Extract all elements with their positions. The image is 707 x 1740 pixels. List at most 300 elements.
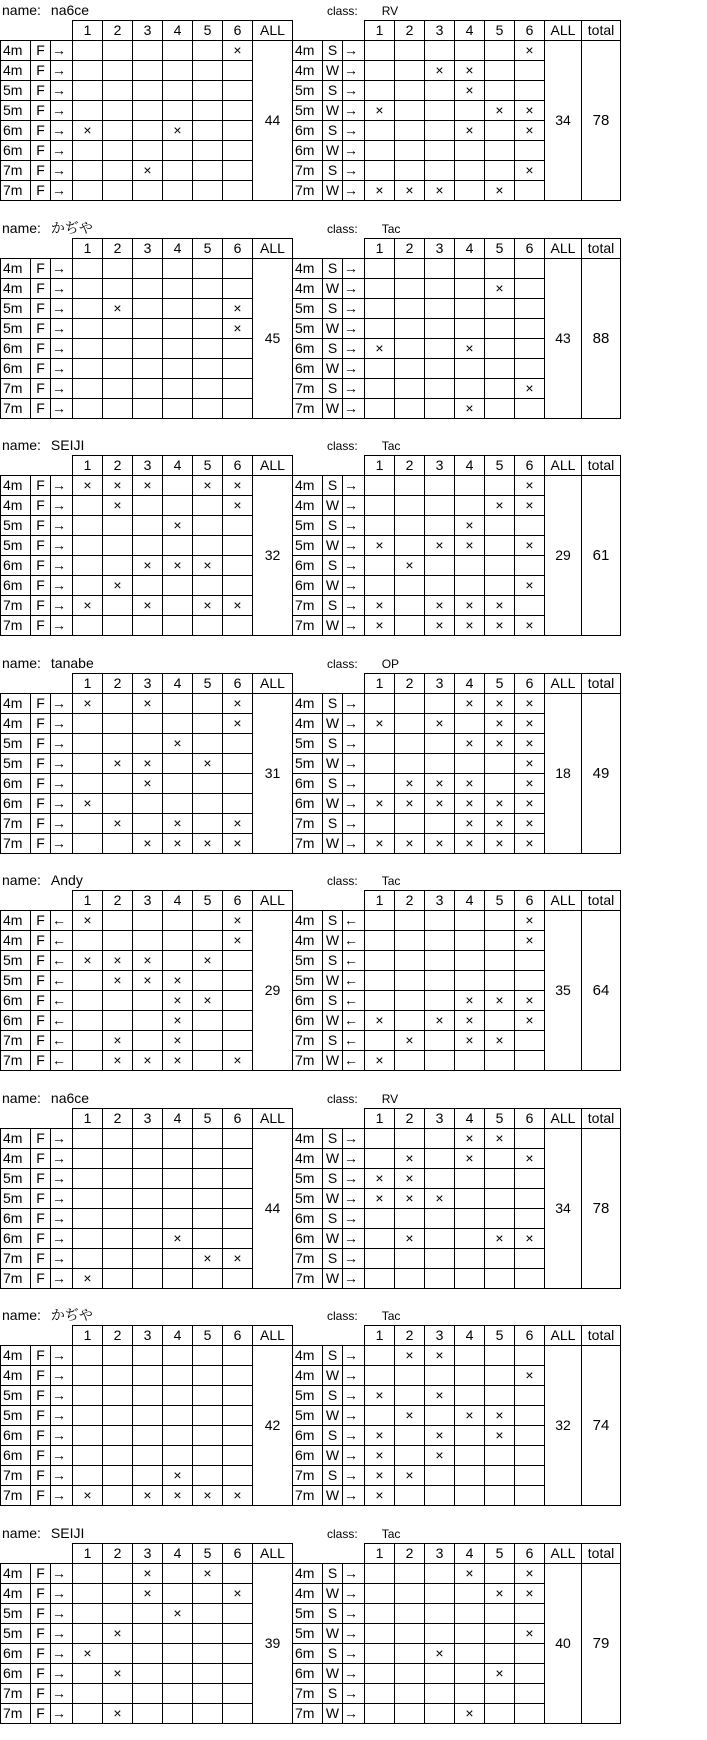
- left-arrow-cell: ←: [51, 971, 73, 991]
- left-distance-cell: 7m: [1, 1268, 31, 1288]
- left-miss-mark: ×: [143, 557, 152, 573]
- right-type-cell: W: [323, 1188, 343, 1208]
- player-name: かぢや: [50, 219, 93, 236]
- right-miss-mark: ×: [435, 1427, 444, 1443]
- right-miss-mark: ×: [465, 834, 474, 851]
- right-miss-mark: ×: [375, 834, 384, 851]
- left-miss-mark: ×: [233, 814, 242, 831]
- table-row: [1, 971, 621, 991]
- right-all-header: ALL: [545, 238, 582, 258]
- right-miss-mark: ×: [465, 339, 474, 356]
- right-score-cell: [485, 1583, 515, 1603]
- left-all-header: ALL: [253, 1543, 293, 1563]
- right-score-cell: [515, 298, 545, 318]
- right-all-header: ALL: [545, 891, 582, 911]
- right-score-cell: [515, 41, 545, 61]
- left-score-cell: [103, 476, 133, 496]
- left-score-cell: [103, 378, 133, 398]
- left-score-cell: [223, 258, 253, 278]
- table-row: [1, 318, 621, 338]
- left-score-cell: [163, 1228, 193, 1248]
- right-type-cell: W: [323, 318, 343, 338]
- left-miss-mark: ×: [173, 734, 182, 751]
- left-score-cell: [133, 971, 163, 991]
- right-score-cell: [365, 951, 395, 971]
- table-row: [1, 41, 621, 61]
- right-score-cell: [485, 1683, 515, 1703]
- left-score-cell: [73, 398, 103, 418]
- left-miss-mark: ×: [173, 834, 182, 851]
- left-score-cell: [103, 911, 133, 931]
- left-type-cell: F: [31, 278, 51, 298]
- left-miss-mark: ×: [113, 1624, 122, 1641]
- right-score-cell: [515, 496, 545, 516]
- left-miss-mark: ×: [83, 952, 92, 968]
- right-arrow-cell: →: [343, 793, 365, 813]
- right-score-cell: [455, 1486, 485, 1506]
- left-distance-cell: 5m: [1, 951, 31, 971]
- left-miss-mark: ×: [203, 834, 212, 851]
- left-score-cell: [73, 278, 103, 298]
- left-score-cell: [163, 1406, 193, 1426]
- right-all-score: 34: [545, 41, 582, 201]
- right-arrow-cell: →: [343, 1386, 365, 1406]
- right-score-cell: [425, 1148, 455, 1168]
- right-column-header: 5: [485, 1326, 515, 1346]
- right-score-cell: [485, 1406, 515, 1426]
- right-score-cell: [515, 1268, 545, 1288]
- left-miss-mark: ×: [233, 497, 242, 513]
- left-arrow-cell: →: [51, 536, 73, 556]
- right-score-cell: [395, 951, 425, 971]
- left-arrow-cell: →: [51, 1128, 73, 1148]
- table-row: [1, 378, 621, 398]
- left-score-cell: [223, 161, 253, 181]
- right-score-cell: [425, 1603, 455, 1623]
- right-miss-mark: ×: [525, 834, 534, 851]
- left-score-cell: [223, 693, 253, 713]
- right-score-cell: [485, 1623, 515, 1643]
- right-score-cell: [395, 991, 425, 1011]
- left-score-cell: [133, 1643, 163, 1663]
- left-miss-mark: ×: [203, 557, 212, 573]
- table-row: [1, 1683, 621, 1703]
- left-score-cell: [73, 1563, 103, 1583]
- left-score-cell: [133, 1011, 163, 1031]
- left-arrow-cell: →: [51, 1248, 73, 1268]
- right-arrow-cell: →: [343, 101, 365, 121]
- right-score-cell: [395, 121, 425, 141]
- left-arrow-cell: →: [51, 61, 73, 81]
- right-score-cell: [485, 596, 515, 616]
- left-all-header: ALL: [253, 1108, 293, 1128]
- right-miss-mark: ×: [465, 814, 474, 831]
- right-miss-mark: ×: [495, 714, 504, 731]
- right-score-cell: [515, 951, 545, 971]
- right-score-cell: [515, 141, 545, 161]
- left-score-cell: [103, 1366, 133, 1386]
- left-type-cell: F: [31, 753, 51, 773]
- left-distance-cell: 4m: [1, 41, 31, 61]
- right-type-cell: S: [323, 258, 343, 278]
- left-score-cell: [103, 813, 133, 833]
- table-row: [1, 338, 621, 358]
- right-miss-mark: ×: [495, 102, 504, 118]
- left-score-cell: [163, 1663, 193, 1683]
- right-miss-mark: ×: [435, 62, 444, 78]
- table-row: [1, 476, 621, 496]
- left-column-header: 5: [193, 1326, 223, 1346]
- class-label: class:: [327, 1091, 358, 1106]
- right-type-cell: W: [323, 1623, 343, 1643]
- left-score-cell: [223, 1148, 253, 1168]
- left-miss-mark: ×: [113, 972, 122, 988]
- right-score-cell: [515, 1406, 545, 1426]
- left-distance-cell: 6m: [1, 556, 31, 576]
- right-arrow-cell: →: [343, 258, 365, 278]
- left-column-header: 5: [193, 891, 223, 911]
- right-miss-mark: ×: [465, 597, 474, 613]
- right-all-score: 32: [545, 1346, 582, 1506]
- right-miss-mark: ×: [435, 1189, 444, 1206]
- left-miss-mark: ×: [203, 754, 212, 771]
- left-score-cell: [163, 338, 193, 358]
- table-row: [1, 1128, 621, 1148]
- left-score-cell: [133, 1683, 163, 1703]
- right-score-cell: [515, 536, 545, 556]
- left-score-cell: [163, 1563, 193, 1583]
- left-miss-mark: ×: [113, 497, 122, 513]
- right-arrow-cell: →: [343, 1128, 365, 1148]
- right-arrow-cell: →: [343, 1563, 365, 1583]
- left-score-cell: [163, 258, 193, 278]
- right-score-cell: [485, 971, 515, 991]
- left-score-cell: [73, 1148, 103, 1168]
- left-type-cell: F: [31, 1386, 51, 1406]
- table-row: [1, 121, 621, 141]
- right-score-cell: [455, 991, 485, 1011]
- left-header-blank: [1, 456, 73, 476]
- right-arrow-cell: →: [343, 278, 365, 298]
- right-score-cell: [515, 278, 545, 298]
- right-miss-mark: ×: [405, 1407, 414, 1423]
- right-arrow-cell: →: [343, 298, 365, 318]
- left-score-cell: [163, 1268, 193, 1288]
- right-score-cell: [425, 358, 455, 378]
- right-arrow-cell: →: [343, 41, 365, 61]
- left-score-cell: [133, 358, 163, 378]
- right-column-header: 4: [455, 891, 485, 911]
- name-header: [2, 654, 94, 672]
- right-score-cell: [395, 1248, 425, 1268]
- left-score-cell: [163, 496, 193, 516]
- right-arrow-cell: →: [343, 733, 365, 753]
- right-all-score: 35: [545, 911, 582, 1071]
- left-score-cell: [223, 733, 253, 753]
- left-miss-mark: ×: [173, 1487, 182, 1503]
- left-score-cell: [73, 141, 103, 161]
- right-score-cell: [365, 1406, 395, 1426]
- left-arrow-cell: →: [51, 81, 73, 101]
- right-type-cell: S: [323, 951, 343, 971]
- left-type-cell: F: [31, 596, 51, 616]
- left-arrow-cell: →: [51, 1208, 73, 1228]
- left-distance-cell: 7m: [1, 1486, 31, 1506]
- right-score-cell: [485, 1446, 515, 1466]
- right-score-cell: [365, 496, 395, 516]
- table-row: [1, 951, 621, 971]
- right-all-header: ALL: [545, 1108, 582, 1128]
- right-distance-cell: 5m: [293, 1406, 323, 1426]
- right-score-cell: [395, 1603, 425, 1623]
- left-column-header: 2: [103, 1108, 133, 1128]
- right-score-cell: [485, 1603, 515, 1623]
- left-score-cell: [73, 616, 103, 636]
- right-miss-mark: ×: [435, 794, 444, 811]
- right-distance-cell: 4m: [293, 41, 323, 61]
- left-score-cell: [103, 318, 133, 338]
- right-score-cell: [515, 81, 545, 101]
- left-score-cell: [133, 713, 163, 733]
- right-score-cell: [455, 1208, 485, 1228]
- table-row: [1, 101, 621, 121]
- left-score-cell: [163, 358, 193, 378]
- right-score-cell: [515, 1366, 545, 1386]
- left-arrow-cell: ←: [51, 1031, 73, 1051]
- left-score-cell: [223, 911, 253, 931]
- left-score-cell: [73, 181, 103, 201]
- left-column-header: 3: [133, 238, 163, 258]
- left-score-cell: [133, 161, 163, 181]
- left-score-cell: [163, 1148, 193, 1168]
- left-distance-cell: 5m: [1, 971, 31, 991]
- right-score-cell: [515, 101, 545, 121]
- left-type-cell: F: [31, 101, 51, 121]
- right-score-cell: [365, 833, 395, 853]
- right-arrow-cell: →: [343, 773, 365, 793]
- left-arrow-cell: →: [51, 1643, 73, 1663]
- right-miss-mark: ×: [525, 774, 534, 791]
- left-column-header: 2: [103, 21, 133, 41]
- left-type-cell: F: [31, 496, 51, 516]
- right-score-cell: [485, 141, 515, 161]
- table-row: [1, 1011, 621, 1031]
- left-miss-mark: ×: [143, 1584, 152, 1601]
- left-miss-mark: ×: [113, 754, 122, 771]
- left-miss-mark: ×: [143, 694, 152, 711]
- right-score-cell: [395, 1386, 425, 1406]
- left-arrow-cell: →: [51, 1268, 73, 1288]
- left-distance-cell: 5m: [1, 1406, 31, 1426]
- name-header: [2, 1, 89, 19]
- table-row: [1, 693, 621, 713]
- right-score-cell: [365, 298, 395, 318]
- left-column-header: 1: [73, 21, 103, 41]
- left-score-cell: [73, 81, 103, 101]
- right-score-cell: [515, 576, 545, 596]
- right-score-cell: [425, 931, 455, 951]
- left-arrow-cell: →: [51, 398, 73, 418]
- left-distance-cell: 6m: [1, 121, 31, 141]
- table-row: [1, 793, 621, 813]
- right-miss-mark: ×: [465, 992, 474, 1008]
- left-header-blank: [1, 1543, 73, 1563]
- right-score-cell: [395, 1703, 425, 1723]
- right-miss-mark: ×: [465, 517, 474, 533]
- left-score-cell: [103, 1228, 133, 1248]
- left-arrow-cell: →: [51, 1623, 73, 1643]
- right-score-cell: [425, 141, 455, 161]
- left-score-cell: [73, 1406, 103, 1426]
- left-distance-cell: 5m: [1, 1188, 31, 1208]
- right-miss-mark: ×: [525, 617, 534, 633]
- left-all-score: 45: [253, 258, 293, 418]
- right-distance-cell: 5m: [293, 753, 323, 773]
- left-score-cell: [133, 813, 163, 833]
- right-miss-mark: ×: [375, 1467, 384, 1483]
- left-score-cell: [133, 258, 163, 278]
- right-score-cell: [365, 1188, 395, 1208]
- right-all-header: ALL: [545, 456, 582, 476]
- right-arrow-cell: →: [343, 181, 365, 201]
- right-type-cell: W: [323, 616, 343, 636]
- right-miss-mark: ×: [465, 399, 474, 416]
- left-score-cell: [103, 1386, 133, 1406]
- left-type-cell: F: [31, 1466, 51, 1486]
- left-column-header: 1: [73, 1543, 103, 1563]
- right-score-cell: [395, 278, 425, 298]
- right-score-cell: [455, 1168, 485, 1188]
- right-distance-cell: 6m: [293, 1208, 323, 1228]
- left-type-cell: F: [31, 576, 51, 596]
- left-miss-mark: ×: [173, 972, 182, 988]
- right-miss-mark: ×: [525, 754, 534, 771]
- right-score-cell: [395, 1446, 425, 1466]
- left-score-cell: [73, 1248, 103, 1268]
- left-score-cell: [193, 911, 223, 931]
- left-score-cell: [193, 1268, 223, 1288]
- left-score-cell: [133, 596, 163, 616]
- right-score-cell: [425, 1643, 455, 1663]
- left-score-cell: [193, 1603, 223, 1623]
- right-distance-cell: 7m: [293, 398, 323, 418]
- right-score-cell: [395, 516, 425, 536]
- right-score-cell: [395, 931, 425, 951]
- left-distance-cell: 4m: [1, 911, 31, 931]
- right-arrow-cell: →: [343, 833, 365, 853]
- table-row: [1, 1386, 621, 1406]
- right-arrow-cell: →: [343, 476, 365, 496]
- name-header: [2, 1306, 93, 1324]
- right-score-cell: [515, 733, 545, 753]
- left-miss-mark: ×: [173, 814, 182, 831]
- right-score-cell: [455, 1563, 485, 1583]
- left-score-cell: [73, 1663, 103, 1683]
- right-score-cell: [515, 1603, 545, 1623]
- left-score-cell: [223, 1128, 253, 1148]
- left-score-cell: [193, 1426, 223, 1446]
- left-score-cell: [223, 931, 253, 951]
- right-score-cell: [455, 713, 485, 733]
- right-miss-mark: ×: [465, 62, 474, 78]
- left-column-header: 4: [163, 1543, 193, 1563]
- right-score-cell: [455, 181, 485, 201]
- right-score-cell: [365, 1228, 395, 1248]
- left-miss-mark: ×: [233, 1249, 242, 1266]
- right-score-cell: [395, 536, 425, 556]
- right-score-cell: [365, 793, 395, 813]
- right-distance-cell: 4m: [293, 1346, 323, 1366]
- right-miss-mark: ×: [495, 597, 504, 613]
- right-header-blank: [293, 1108, 365, 1128]
- right-score-cell: [395, 1583, 425, 1603]
- right-distance-cell: 5m: [293, 81, 323, 101]
- left-distance-cell: 6m: [1, 141, 31, 161]
- left-miss-mark: ×: [233, 694, 242, 711]
- left-type-cell: F: [31, 141, 51, 161]
- table-row: [1, 516, 621, 536]
- left-miss-mark: ×: [233, 299, 242, 316]
- left-score-cell: [163, 1188, 193, 1208]
- class-header: [327, 438, 400, 454]
- right-distance-cell: 7m: [293, 181, 323, 201]
- right-type-cell: S: [323, 693, 343, 713]
- right-column-header: 2: [395, 238, 425, 258]
- right-column-header: 5: [485, 891, 515, 911]
- table-row: [1, 1663, 621, 1683]
- left-score-cell: [193, 338, 223, 358]
- right-score-cell: [455, 1426, 485, 1446]
- left-column-header: 3: [133, 673, 163, 693]
- right-score-cell: [425, 398, 455, 418]
- left-score-cell: [223, 1386, 253, 1406]
- left-score-cell: [223, 1188, 253, 1208]
- left-score-cell: [103, 278, 133, 298]
- table-row: [1, 358, 621, 378]
- left-score-cell: [103, 793, 133, 813]
- left-distance-cell: 6m: [1, 1208, 31, 1228]
- left-distance-cell: 6m: [1, 773, 31, 793]
- left-all-header: ALL: [253, 456, 293, 476]
- right-column-header: 4: [455, 456, 485, 476]
- right-arrow-cell: →: [343, 753, 365, 773]
- right-column-header: 5: [485, 1108, 515, 1128]
- left-score-cell: [133, 298, 163, 318]
- left-score-cell: [73, 833, 103, 853]
- right-score-cell: [455, 1366, 485, 1386]
- right-score-cell: [485, 576, 515, 596]
- right-arrow-cell: →: [343, 1683, 365, 1703]
- right-score-cell: [515, 1623, 545, 1643]
- left-miss-mark: ×: [83, 1644, 92, 1661]
- right-column-header: 6: [515, 21, 545, 41]
- table-row: [1, 141, 621, 161]
- right-distance-cell: 5m: [293, 516, 323, 536]
- right-score-cell: [425, 536, 455, 556]
- left-score-cell: [133, 1386, 163, 1406]
- right-arrow-cell: →: [343, 378, 365, 398]
- right-score-cell: [455, 536, 485, 556]
- right-miss-mark: ×: [375, 1169, 384, 1186]
- right-score-cell: [395, 1623, 425, 1643]
- right-score-cell: [395, 1426, 425, 1446]
- left-score-cell: [193, 576, 223, 596]
- right-column-header: 4: [455, 673, 485, 693]
- right-header-blank: [293, 456, 365, 476]
- class-header: [327, 1091, 398, 1107]
- table-row: [1, 833, 621, 853]
- left-score-cell: [193, 1168, 223, 1188]
